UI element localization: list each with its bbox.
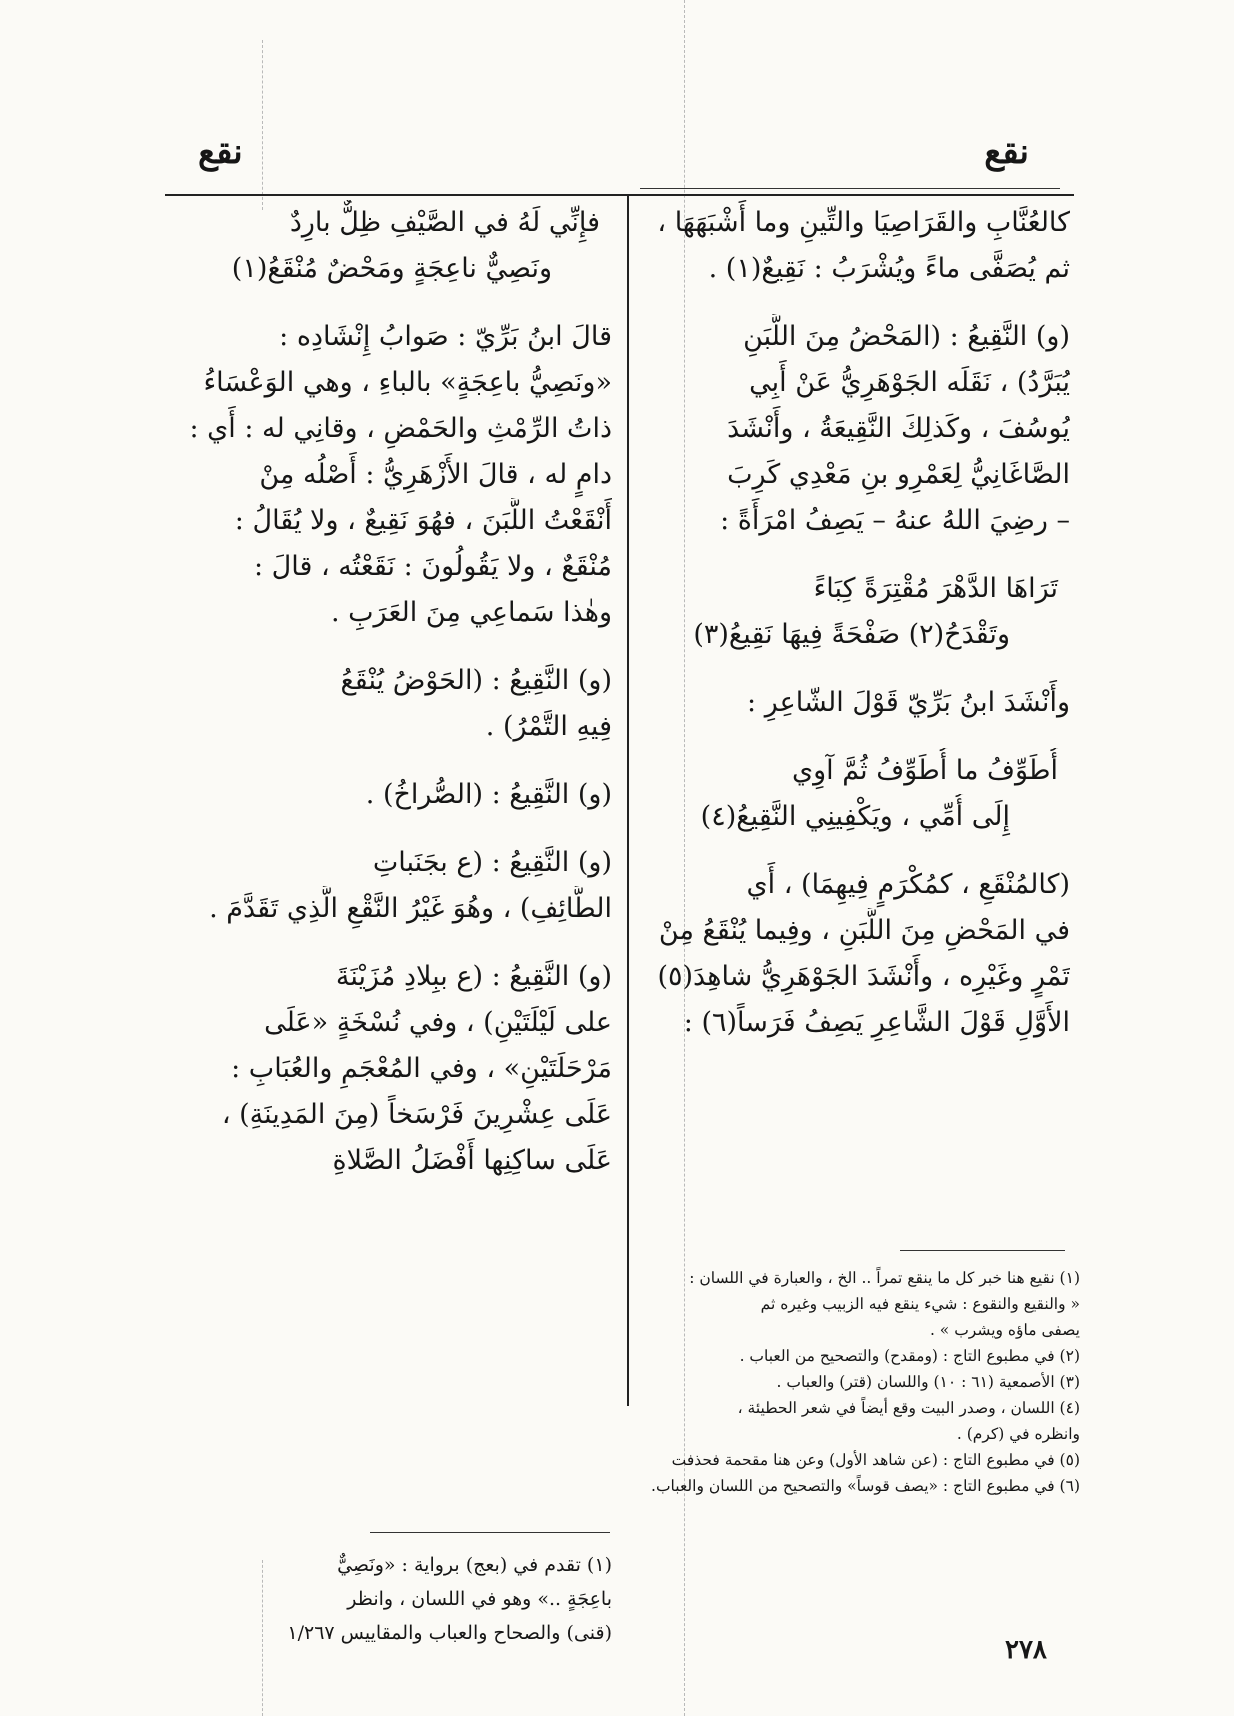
text-line: كالعُنَّابِ والقَرَاصِيَا والتِّينِ وما أَشْبَهَهَا ،	[657, 207, 1070, 238]
right-footnote-rule	[900, 1250, 1065, 1251]
text-line: عَلَى ساكِنِها أَفْضَلُ الصَّلاةِ	[332, 1145, 612, 1176]
text-line: فِيهِ التَّمْرُ) .	[485, 711, 612, 742]
footnote-line: (٦) في مطبوع التاج : «يصف قوساً» والتصحيح من اللسان والعباب.	[651, 1477, 1080, 1495]
text-line: أَنْقَعْتُ اللَّبَنَ ، فهُوَ نَقِيعٌ ، ولا يُقَالُ :	[234, 505, 612, 536]
footnote-line: (٤) اللسان ، وصدر البيت وقع أيضاً في شعر الحطيئة ،	[737, 1399, 1080, 1417]
text-line: (و) النَّقِيعُ : (ع ببِلادِ مُزَيْنَةَ	[335, 961, 612, 992]
footnote-line: (٣) الأصمعية (٦١ : ١٠) واللسان (قتر) والعباب .	[776, 1373, 1080, 1391]
footnote-line: (قنى) والصحاح والعباب والمقاييس ١/٢٦٧	[287, 1622, 612, 1644]
footnote-line: يصفى ماؤه ويشرب » .	[929, 1321, 1080, 1339]
text-line: (و) النَّقِيعُ : (ع بجَنَباتِ	[372, 847, 612, 878]
left-footnotes	[150, 1548, 612, 1650]
verse-line: إِلَى أُمِّي ، ويَكْفِينِي النَّقِيعُ(٤)	[700, 801, 1010, 832]
left-column	[150, 200, 612, 1184]
text-line: تَمْرٍ وغَيْرِه ، وأَنْشَدَ الجَوْهَرِيُّ شاهِدَ(٥)	[657, 961, 1070, 992]
text-line: «ونَصِيُّ باعِجَةٍ» بالباءِ ، وهي الوَعْسَاءُ	[203, 367, 612, 398]
footnote-line: (٢) في مطبوع التاج : (ومقدح) والتصحيح من العباب .	[739, 1347, 1080, 1365]
footnote-line: (١) تقدم في (بعج) برواية : «ونَصِيٌّ	[337, 1554, 612, 1576]
text-line: ثم يُصَفَّى ماءً ويُشْرَبُ : نَقِيعٌ(١) .	[708, 253, 1070, 284]
text-line: في المَحْضِ مِنَ اللَّبَنِ ، وفِيما يُنْقَعُ مِنْ	[658, 915, 1070, 946]
text-line: – رضِيَ اللهُ عنهُ – يَصِفُ امْرَأَةً :	[720, 505, 1070, 536]
footnote-line: (١) نقيع هنا خبر كل ما ينقع تمراً .. الخ ، والعبارة في اللسان :	[689, 1269, 1080, 1287]
left-footnote-rule	[370, 1532, 610, 1533]
text-line: (و) النَّقِيعُ : (المَحْضُ مِنَ اللَّبَنِ	[743, 321, 1070, 352]
column-divider	[627, 196, 629, 1406]
text-line: وأَنْشَدَ ابنُ بَرِّيّ قَوْلَ الشّاعِرِ :	[747, 687, 1070, 718]
text-line: عَلَى عِشْرِينَ فَرْسَخاً (مِنَ المَدِينَةِ) ،	[221, 1099, 612, 1130]
text-line: مُنْقَعٌ ، ولا يَقُولُونَ : نَقَعْتُه ، قالَ :	[253, 551, 612, 582]
header-rule-accent	[640, 188, 1060, 189]
left-header-word: نقع	[198, 132, 243, 172]
footnote-line: وانظره في (كرم) .	[956, 1425, 1080, 1443]
right-footnotes	[640, 1265, 1080, 1499]
text-line: (و) النَّقِيعُ : (الصُّراخُ) .	[365, 779, 612, 810]
text-line: دامٍ له ، قالَ الأَزْهَرِيُّ : أَصْلُه مِنْ	[259, 459, 612, 490]
right-header-word: نقع	[984, 132, 1029, 172]
verse-line: فإِنِّي لَهُ في الصَّيْفِ ظِلٌّ بارِدٌ	[289, 207, 600, 238]
footnote-line: « والنقيع والنقوع : شيء ينقع فيه الزبيب وغيره ثم	[760, 1295, 1080, 1313]
text-line: مَرْحَلَتَيْنِ» ، وفي المُعْجَمِ والعُبَابِ :	[231, 1053, 612, 1084]
text-line: ذاتُ الرِّمْثِ والحَمْضِ ، وقانِي له : أَي :	[189, 413, 612, 444]
text-line: الصَّاغَانِيُّ لِعَمْرِو بنِ مَعْدِي كَرِبَ	[727, 459, 1070, 490]
text-line: على لَيْلَتَيْنِ) ، وفي نُسْخَةٍ «عَلَى	[264, 1007, 612, 1038]
footnote-line: باعِجَةٍ ..» وهو في اللسان ، وانظر	[347, 1588, 612, 1610]
text-line: (و) النَّقِيعُ : (الحَوْضُ يُنْقَعُ	[340, 665, 612, 696]
text-line: يُوسُفَ ، وكَذلِكَ النَّقِيعَةُ ، وأَنْشَدَ	[727, 413, 1070, 444]
text-line: يُبَرَّدُ) ، نَقَلَه الجَوْهَرِيُّ عَنْ أَبِي	[749, 367, 1070, 398]
verse-line: أُطَوِّفُ ما أُطَوِّفُ ثُمَّ آوِي	[791, 755, 1058, 786]
text-line: وهٰذا سَماعِي مِنَ العَرَبِ .	[330, 597, 612, 628]
right-column	[640, 200, 1070, 1046]
page-number: ٢٧٨	[1005, 1635, 1047, 1665]
text-line: قالَ ابنُ بَرِّيّ : صَوابُ إِنْشَادِه :	[279, 321, 612, 352]
text-line: الأَوَّلِ قَوْلَ الشَّاعِرِ يَصِفُ فَرَساً(٦) :	[683, 1007, 1070, 1038]
text-line: الطَّائِفِ) ، وهُوَ غَيْرُ النَّقْعِ الَّذِي تَقَدَّمَ .	[209, 893, 612, 924]
verse-line: تَرَاهَا الدَّهْرَ مُقْتِرَةً كِبَاءً	[813, 573, 1058, 604]
text-line: (كالمُنْقَعِ ، كمُكْرَمٍ فِيهِمَا) ، أَي	[746, 869, 1070, 900]
footnote-line: (٥) في مطبوع التاج : (عن شاهد الأول) وعن هنا مقحمة فحذفت	[671, 1451, 1080, 1469]
scan-artifact-line	[262, 40, 263, 210]
header-rule	[165, 194, 1074, 196]
verse-line: وتَقْدَحُ(٢) صَفْحَةً فِيهَا نَقِيعُ(٣)	[693, 619, 1010, 650]
verse-line: ونَصِيٌّ ناعِجَةٍ ومَحْضٌ مُنْقَعُ(١)	[231, 253, 552, 284]
